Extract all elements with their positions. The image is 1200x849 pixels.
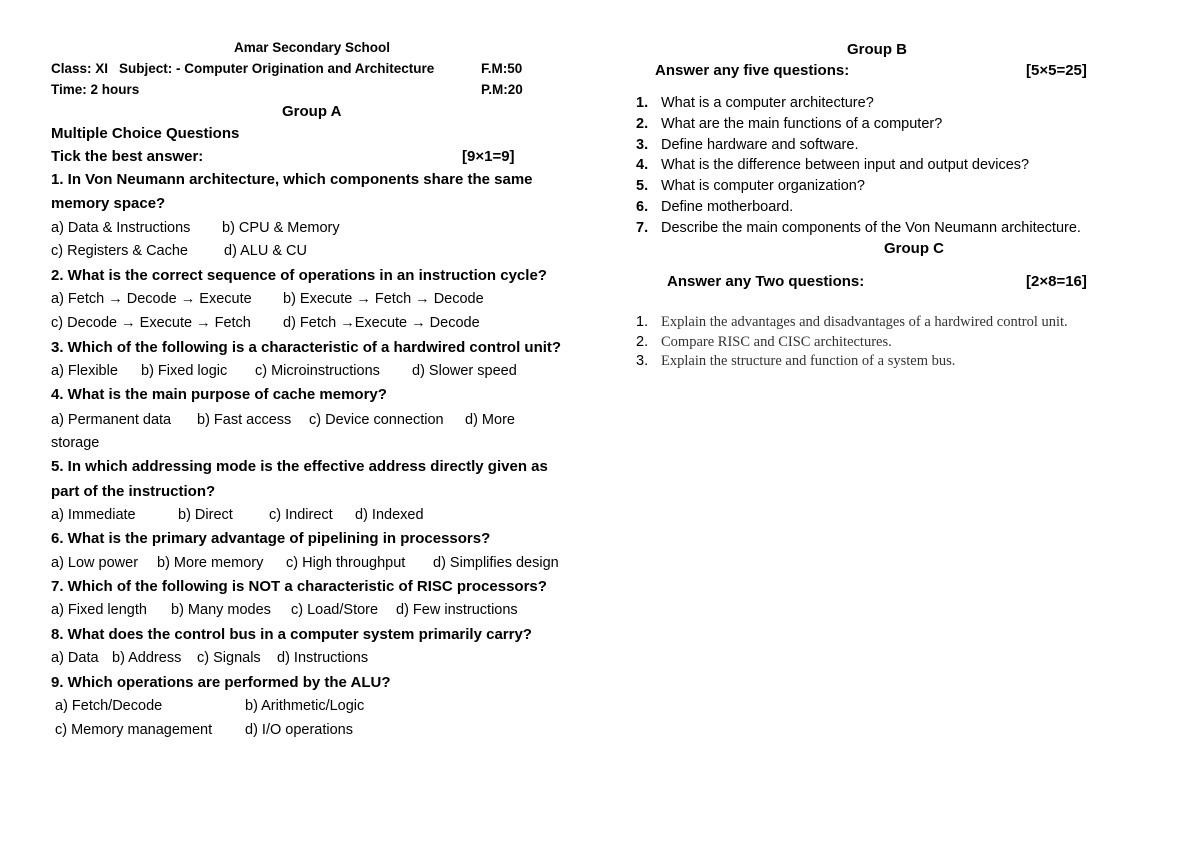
q2-option-c: c) Decode → Execute → Fetch <box>51 315 251 331</box>
group-c-question: 3. Explain the structure and function of a system bus. <box>636 353 956 369</box>
group-c-title: Group C <box>884 240 944 257</box>
question-3: 3. Which of the following is a characteristic of a hardwired control unit? <box>51 339 562 356</box>
q1-option-b: b) CPU & Memory <box>222 220 340 236</box>
group-b-question: 5. What is computer organization? <box>636 178 865 195</box>
q3-option-d: d) Slower speed <box>412 363 517 379</box>
question-5-line-1: 5. In which addressing mode is the effective address directly given as <box>51 458 548 475</box>
question-7: 7. Which of the following is NOT a characteristic of RISC processors? <box>51 578 547 595</box>
q8-option-d: d) Instructions <box>277 650 369 666</box>
q4-option-d-continued: storage <box>51 435 100 451</box>
q2-option-d: d) Fetch →Execute → Decode <box>283 315 480 331</box>
q8-option-a: a) Data <box>51 650 99 666</box>
q8-option-c: c) Signals <box>197 650 261 666</box>
group-b-question: 4. What is the difference between input and output devices? <box>636 157 1030 174</box>
q9-option-b: b) Arithmetic/Logic <box>245 698 365 714</box>
group-b-question: 7. Describe the main components of the Von Neumann architecture. <box>636 219 1081 236</box>
group-a-instruction: Tick the best answer: <box>51 148 204 165</box>
group-b-marks: [5×5=25] <box>1026 62 1087 79</box>
q4-option-c: c) Device connection <box>309 412 444 428</box>
question-2: 2. What is the correct sequence of operations in an instruction cycle? <box>51 267 547 284</box>
q9-option-a: a) Fetch/Decode <box>55 698 163 714</box>
class-label: Class: XI <box>51 61 109 76</box>
school-name: Amar Secondary School <box>234 40 391 55</box>
q4-option-b: b) Fast access <box>197 412 292 428</box>
q5-option-a: a) Immediate <box>51 507 136 523</box>
q2-option-a: a) Fetch → Decode → Execute <box>51 291 252 307</box>
q7-option-a: a) Fixed length <box>51 602 147 618</box>
question-1-line-2: memory space? <box>51 195 166 212</box>
time-label: Time: 2 hours <box>51 82 140 97</box>
q1-option-d: d) ALU & CU <box>224 243 307 259</box>
group-c-question: 1. Explain the advantages and disadvantages of a hardwired control unit. <box>636 314 1068 330</box>
group-b-question-list <box>636 93 1081 239</box>
question-9: 9. Which operations are performed by the ALU? <box>51 674 391 691</box>
q5-option-b: b) Direct <box>178 507 233 523</box>
group-a-subtitle: Multiple Choice Questions <box>51 125 240 142</box>
q3-option-a: a) Flexible <box>51 363 118 379</box>
group-b-question: 2. What are the main functions of a computer? <box>636 115 943 132</box>
question-1-line-1: 1. In Von Neumann architecture, which components share the same <box>51 171 533 188</box>
group-c-marks: [2×8=16] <box>1026 273 1087 290</box>
group-b-question: 3. Define hardware and software. <box>636 136 859 153</box>
group-c-instruction: Answer any Two questions: <box>667 273 865 290</box>
q6-option-b: b) More memory <box>157 555 264 571</box>
q7-option-d: d) Few instructions <box>396 602 518 618</box>
pass-marks: P.M:20 <box>481 82 523 97</box>
q3-option-b: b) Fixed logic <box>141 363 228 379</box>
q6-option-d: d) Simplifies design <box>433 555 559 571</box>
subject-label: Subject: - Computer Origination and Architecture <box>119 61 435 76</box>
question-6: 6. What is the primary advantage of pipelining in processors? <box>51 530 491 547</box>
question-8: 8. What does the control bus in a computer system primarily carry? <box>51 626 532 643</box>
q3-option-c: c) Microinstructions <box>255 363 380 379</box>
q5-option-c: c) Indirect <box>269 507 333 523</box>
q4-option-d: d) More <box>465 412 515 428</box>
full-marks: F.M:50 <box>481 61 523 76</box>
group-a-title: Group A <box>282 103 342 120</box>
q9-option-d: d) I/O operations <box>245 722 353 738</box>
q1-option-a: a) Data & Instructions <box>51 220 191 236</box>
q7-option-c: c) Load/Store <box>291 602 379 618</box>
q4-option-a: a) Permanent data <box>51 412 172 428</box>
q6-option-c: c) High throughput <box>286 555 406 571</box>
q8-option-b: b) Address <box>112 650 182 666</box>
group-c-question: 2. Compare RISC and CISC architectures. <box>636 333 892 350</box>
group-b-question: 1. What is a computer architecture? <box>636 95 874 111</box>
group-b-title: Group B <box>847 41 907 58</box>
question-4: 4. What is the main purpose of cache memory? <box>51 386 387 403</box>
q6-option-a: a) Low power <box>51 555 139 571</box>
q7-option-b: b) Many modes <box>171 602 271 618</box>
group-b-question: 6. Define motherboard. <box>636 198 794 215</box>
q9-option-c: c) Memory management <box>55 722 213 738</box>
q2-option-b: b) Execute → Fetch → Decode <box>283 291 484 307</box>
q5-option-d: d) Indexed <box>355 507 424 523</box>
group-a-marks: [9×1=9] <box>462 148 515 165</box>
question-5-line-2: part of the instruction? <box>51 483 216 500</box>
group-b-instruction: Answer any five questions: <box>655 62 850 79</box>
group-c-question-list <box>636 313 1126 372</box>
q1-option-c: c) Registers & Cache <box>51 243 188 259</box>
